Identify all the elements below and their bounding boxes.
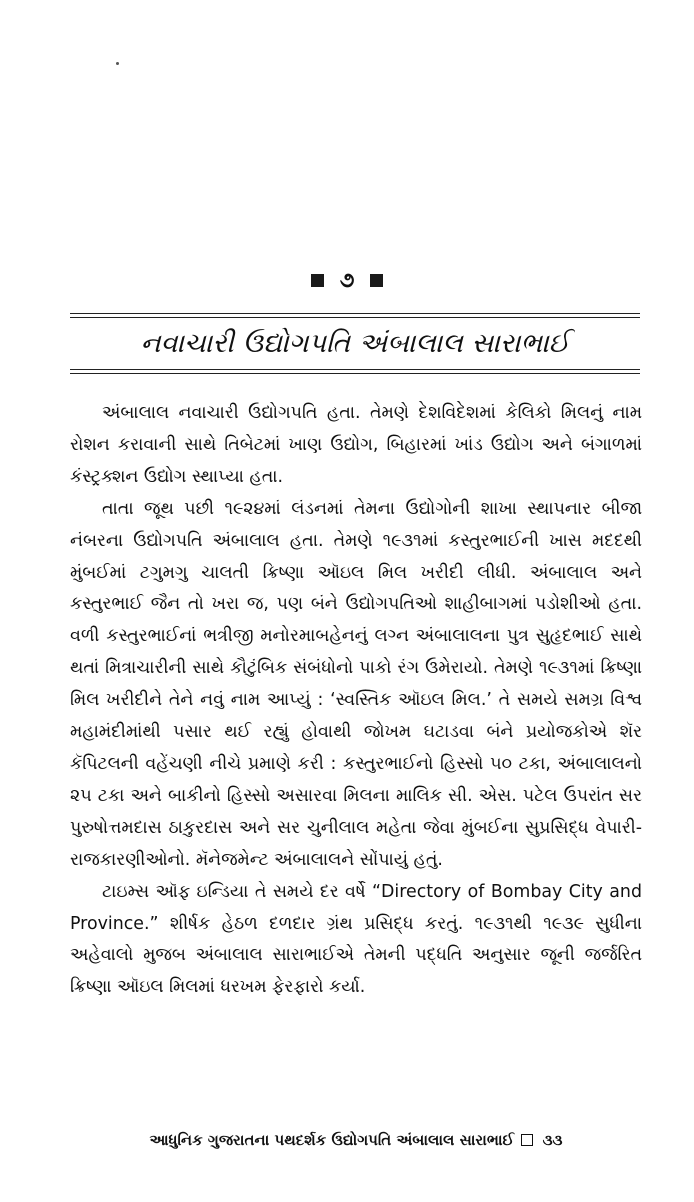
chapter-number: ૭ xyxy=(339,268,355,292)
title-rule-top-inner xyxy=(70,317,640,318)
body-text xyxy=(70,398,642,1004)
paper-speck xyxy=(116,62,119,65)
square-ornament-icon xyxy=(370,274,383,287)
page-footer xyxy=(70,1128,642,1152)
paragraph-1: અંબાલાલ નવાચારી ઉદ્યોગપતિ હતા. તેમણે દેશવિદેશમાં કેલિકો મિલનું નામ રોશન કરાવાની સાથે તિબેટમાં ખાણ ઉદ્યોગ, બિહારમાં ખાંડ ઉદ્યોગ અને બંગાળમાં કંસ્ટ્રક્શન ઉદ્યોગ સ્થાપ્યા હતા. xyxy=(70,403,642,487)
paragraph-3: ટાઇમ્સ ઑફ ઇન્ડિયા તે સમયે દર વર્ષે “Directory of Bombay City and Province.” શીર્ષક હેઠળ દળદાર ગ્રંથ પ્રસિદ્ધ કરતું. ૧૯૩૧થી ૧૯૩૯ સુધીના અહેવાલો મુજબ અંબાલાલ સારાભાઈએ તેમની પદ્ધતિ અનુસાર જૂની જર્જરિત ક્રિષ્ણા ઑઇલ મિલમાં ધરખમ ફેરફારો કર્યા. xyxy=(70,881,642,998)
title-rule-top xyxy=(70,313,640,314)
title-rule-bottom xyxy=(70,373,640,374)
square-ornament-icon xyxy=(311,274,324,287)
page-number: ૩૩ xyxy=(542,1131,563,1149)
paragraph-2: તાતા જૂથ પછી ૧૯૨૪માં લંડનમાં તેમના ઉદ્યોગોની શાખા સ્થાપનાર બીજા નંબરના ઉદ્યોગપતિ અંબાલાલ હતા. તેમણે ૧૯૩૧માં કસ્તુરભાઈની ખાસ મદદથી મુંબઈમાં ટગુમગુ ચાલતી ક્રિષ્ણા ઑઇલ મિલ ખરીદી લીધી. અંબાલાલ અને કસ્તુરભાઈ જૈન તો ખરા જ, પણ બંને ઉદ્યોગપતિઓ શાહીબાગમાં પડોશીઓ હતા. વળી કસ્તુરભાઈનાં ભત્રીજી મનોરમાબહેનનું લગ્ન અંબાલાલના પુત્ર સુહૃદભાઈ સાથે થતાં મિત્રાચારીની સાથે કૌટુંબિક સંબંધોનો પાકો રંગ ઉમેરાયો. તેમણે ૧૯૩૧માં ક્રિષ્ણા મિલ ખરીદીને તેને નવું નામ આપ્યું : ‘સ્વસ્તિક ઑઇલ મિલ.’ તે સમયે સમગ્ર વિશ્વ મહામંદીમાંથી પસાર થઈ રહ્યું હોવાથી જોખમ ઘટાડવા બંને પ્રયોજકોએ શૅર કૅપિટલની વહેંચણી નીચે પ્રમાણે કરી : કસ્તુરભાઈનો હિસ્સો ૫૦ ટકા, અંબાલાલનો ૨૫ ટકા અને બાકીનો હિસ્સો અસારવા મિલના માલિક સી. એસ. પટેલ ઉપરાંત સર પુરુષોત્તમદાસ ઠાકુરદાસ અને સર ચુનીલાલ મહેતા જેવા મુંબઈના સુપ્રસિદ્ધ વેપારી-રાજકારણીઓનો. મૅનેજમેન્ટ અંબાલાલને સોંપાયું હતું. xyxy=(70,498,642,870)
title-rule-bottom-inner xyxy=(70,369,640,370)
chapter-heading xyxy=(0,266,694,294)
chapter-title: નવાચારી ઉદ્યોગપતિ અંબાલાલ સારાભાઈ xyxy=(140,328,570,359)
footer-book-title: આધુનિક ગુજરાતના પથદર્શક ઉદ્યોગપતિ અંબાલાલ સારાભાઈ xyxy=(149,1131,515,1149)
square-outline-icon xyxy=(521,1134,533,1146)
